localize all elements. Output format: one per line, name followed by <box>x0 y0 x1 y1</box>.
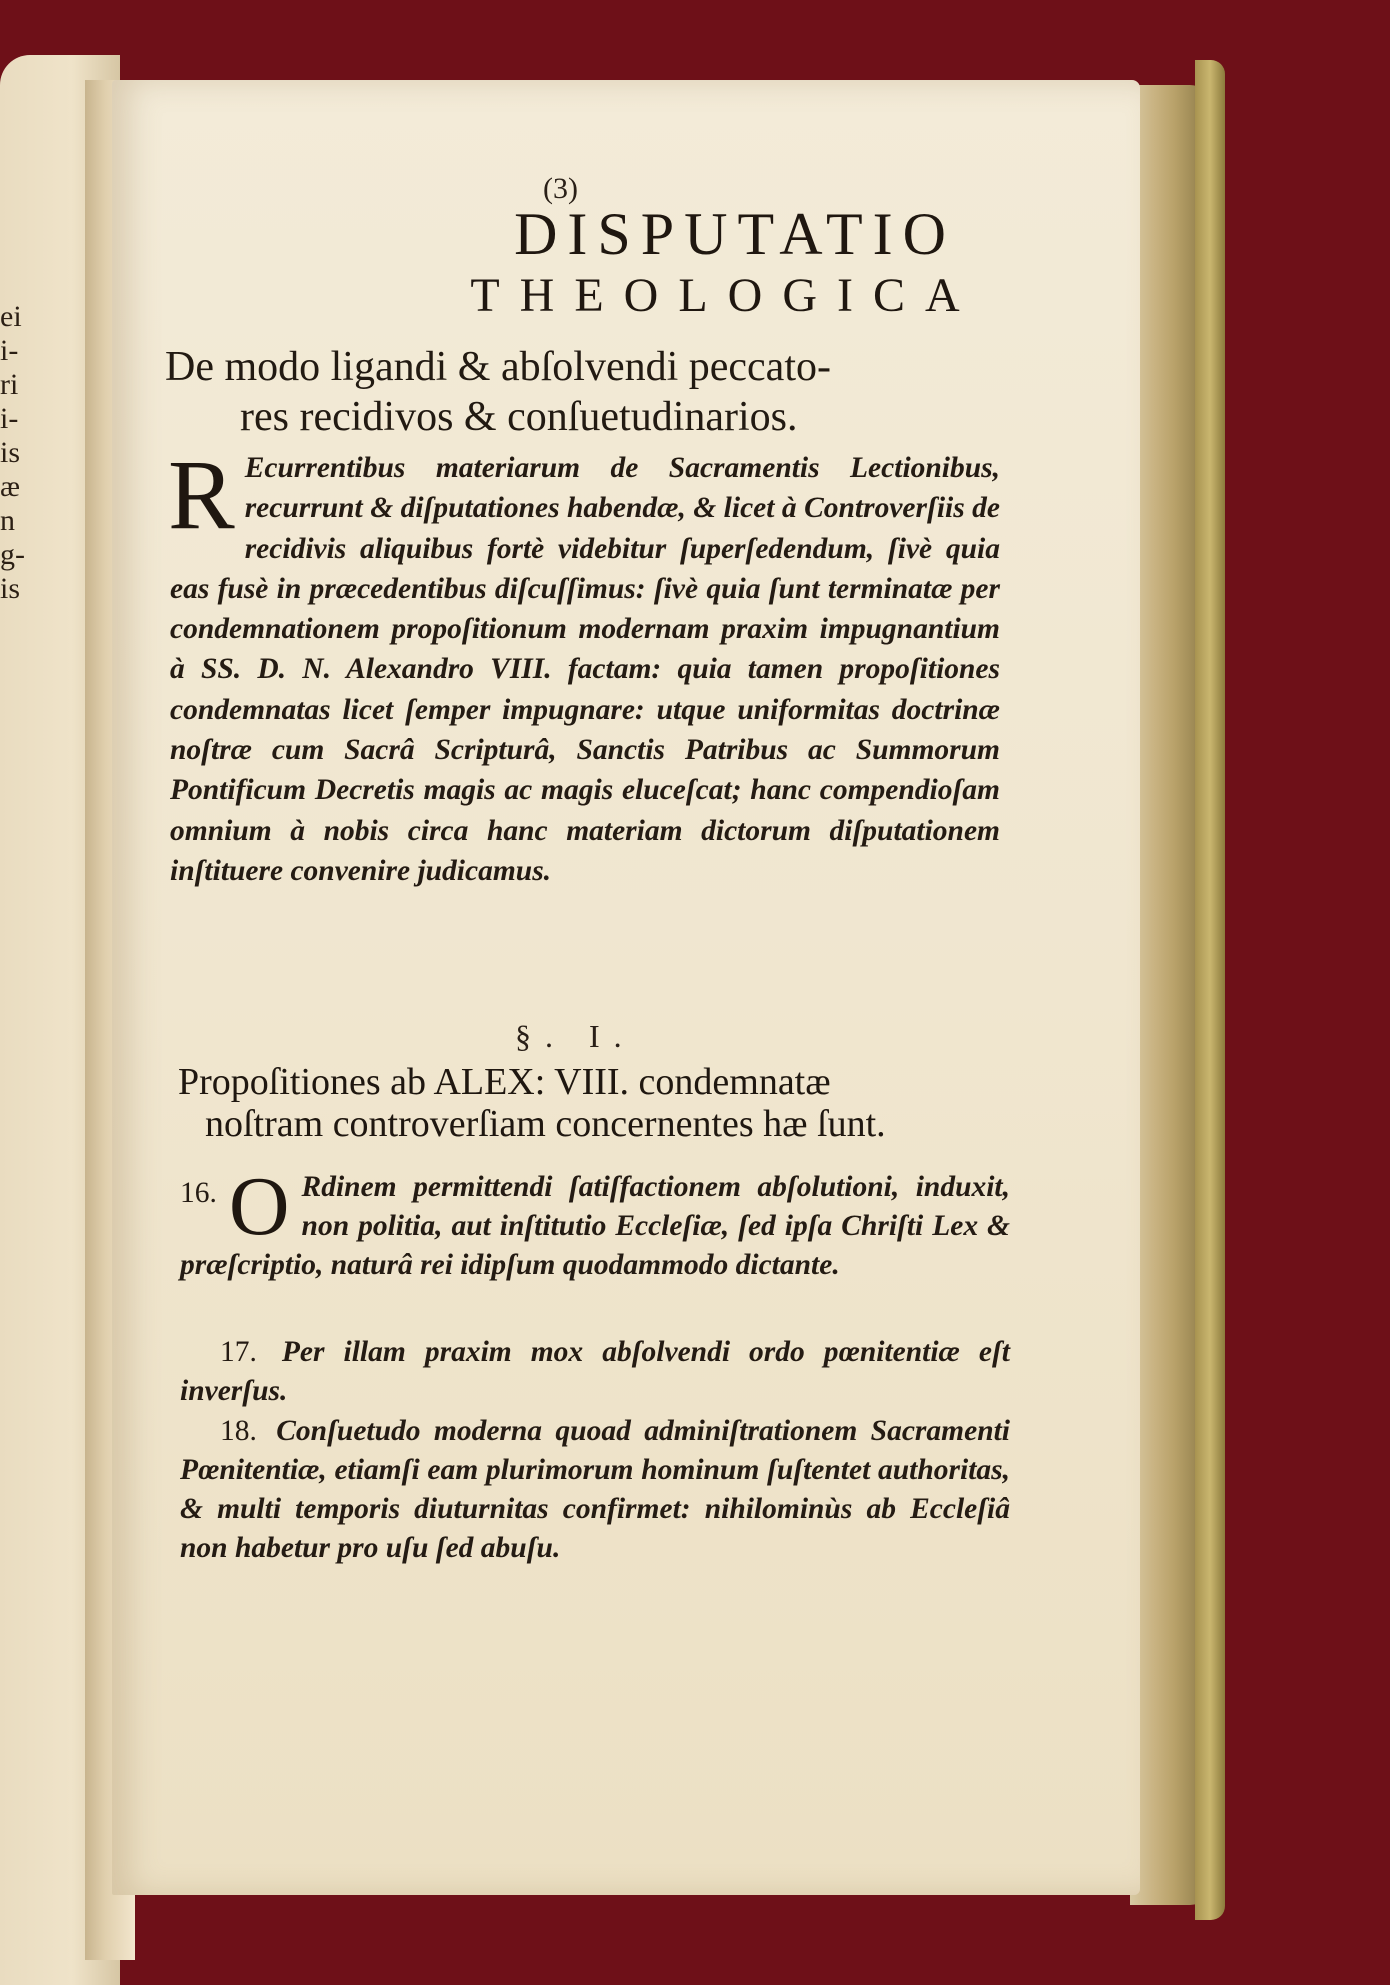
section-mark: §. I. <box>515 1018 636 1054</box>
facing-page-text-fragments <box>0 300 40 606</box>
book-cover-edge <box>1195 60 1225 1920</box>
fragment: i- <box>0 334 19 367</box>
title-theologica: THEOLOGICA <box>470 269 980 322</box>
fragment: n <box>0 504 15 537</box>
proposition-17 <box>180 1333 1010 1411</box>
fragment: is <box>0 572 21 605</box>
fragment: ei <box>0 300 22 333</box>
page-number: (3) <box>543 172 578 205</box>
fragment: ri <box>0 368 19 401</box>
section-heading-line-1: Propoſitiones ab ALEX: VIII. condemnatæ <box>178 1061 831 1103</box>
subtitle-line-1: De modo ligandi & abſolvendi peccato- <box>165 344 831 390</box>
drop-cap: R <box>168 439 235 550</box>
title-disputatio: DISPUTATIO <box>514 201 956 267</box>
drop-cap: O <box>228 1160 290 1253</box>
proposition-number: 16. <box>180 1177 217 1209</box>
fragment: i- <box>0 402 19 435</box>
section-heading-line-2: noſtram controverſiam concernentes hæ ſunt. <box>205 1103 886 1145</box>
fragment: æ <box>0 470 21 503</box>
proposition-number: 18. <box>220 1415 257 1447</box>
intro-paragraph <box>168 439 1000 891</box>
intro-text: Ecurrentibus materiarum de Sacramentis Lectionibus, recurrunt & diſputationes habendæ, & licet à Controverſiis de recidivis aliquibus fortè videbitur ſuperſedendum, ſivè quia eas fusè in præcedentibus diſcuſſimus: ſivè quia ſunt terminatæ per condemnationem propoſitionum modernam praxim impugnantium à SS. D. N. Alexandro VIII. factam: quia tamen propoſitiones condemnatas licet ſemper impugnare: utque uniformitas doctrinæ noſtræ cum Sacrâ Scripturâ, Sanctis Patribus ac Summorum Pontificum Decretis magis ac magis eluceſcat; hanc compendioſam omnium à nobis circa hanc materiam dictorum diſputationem inſtituere convenire judicamus. <box>170 452 1000 887</box>
fragment: g- <box>0 538 25 571</box>
subtitle-line-2: res recidivos & conſuetudinarios. <box>240 394 798 440</box>
proposition-text: Per illam praxim mox abſolvendi ordo pœnitentiæ eſt inverſus. <box>180 1336 1010 1407</box>
proposition-text: Conſuetudo moderna quoad adminiſtrationem Sacramenti Pœnitentiæ, etiamſi eam plurimorum hominum ſuſtentet authoritas, & multi temporis diuturnitas confirmet: nihilominùs ab Eccleſiâ non habetur pro uſu ſed abuſu. <box>180 1415 1010 1564</box>
fragment: is <box>0 436 21 469</box>
proposition-16 <box>180 1160 1010 1285</box>
proposition-text: Rdinem permittendi ſatiſfactionem abſolutioni, induxit, non politia, aut inſtitutio Eccleſiæ, ſed ipſa Chriſti Lex & præſcriptio, naturâ rei idipſum quodammodo dictante. <box>180 1171 1010 1281</box>
proposition-number: 17. <box>220 1336 257 1368</box>
proposition-18 <box>180 1412 1010 1568</box>
